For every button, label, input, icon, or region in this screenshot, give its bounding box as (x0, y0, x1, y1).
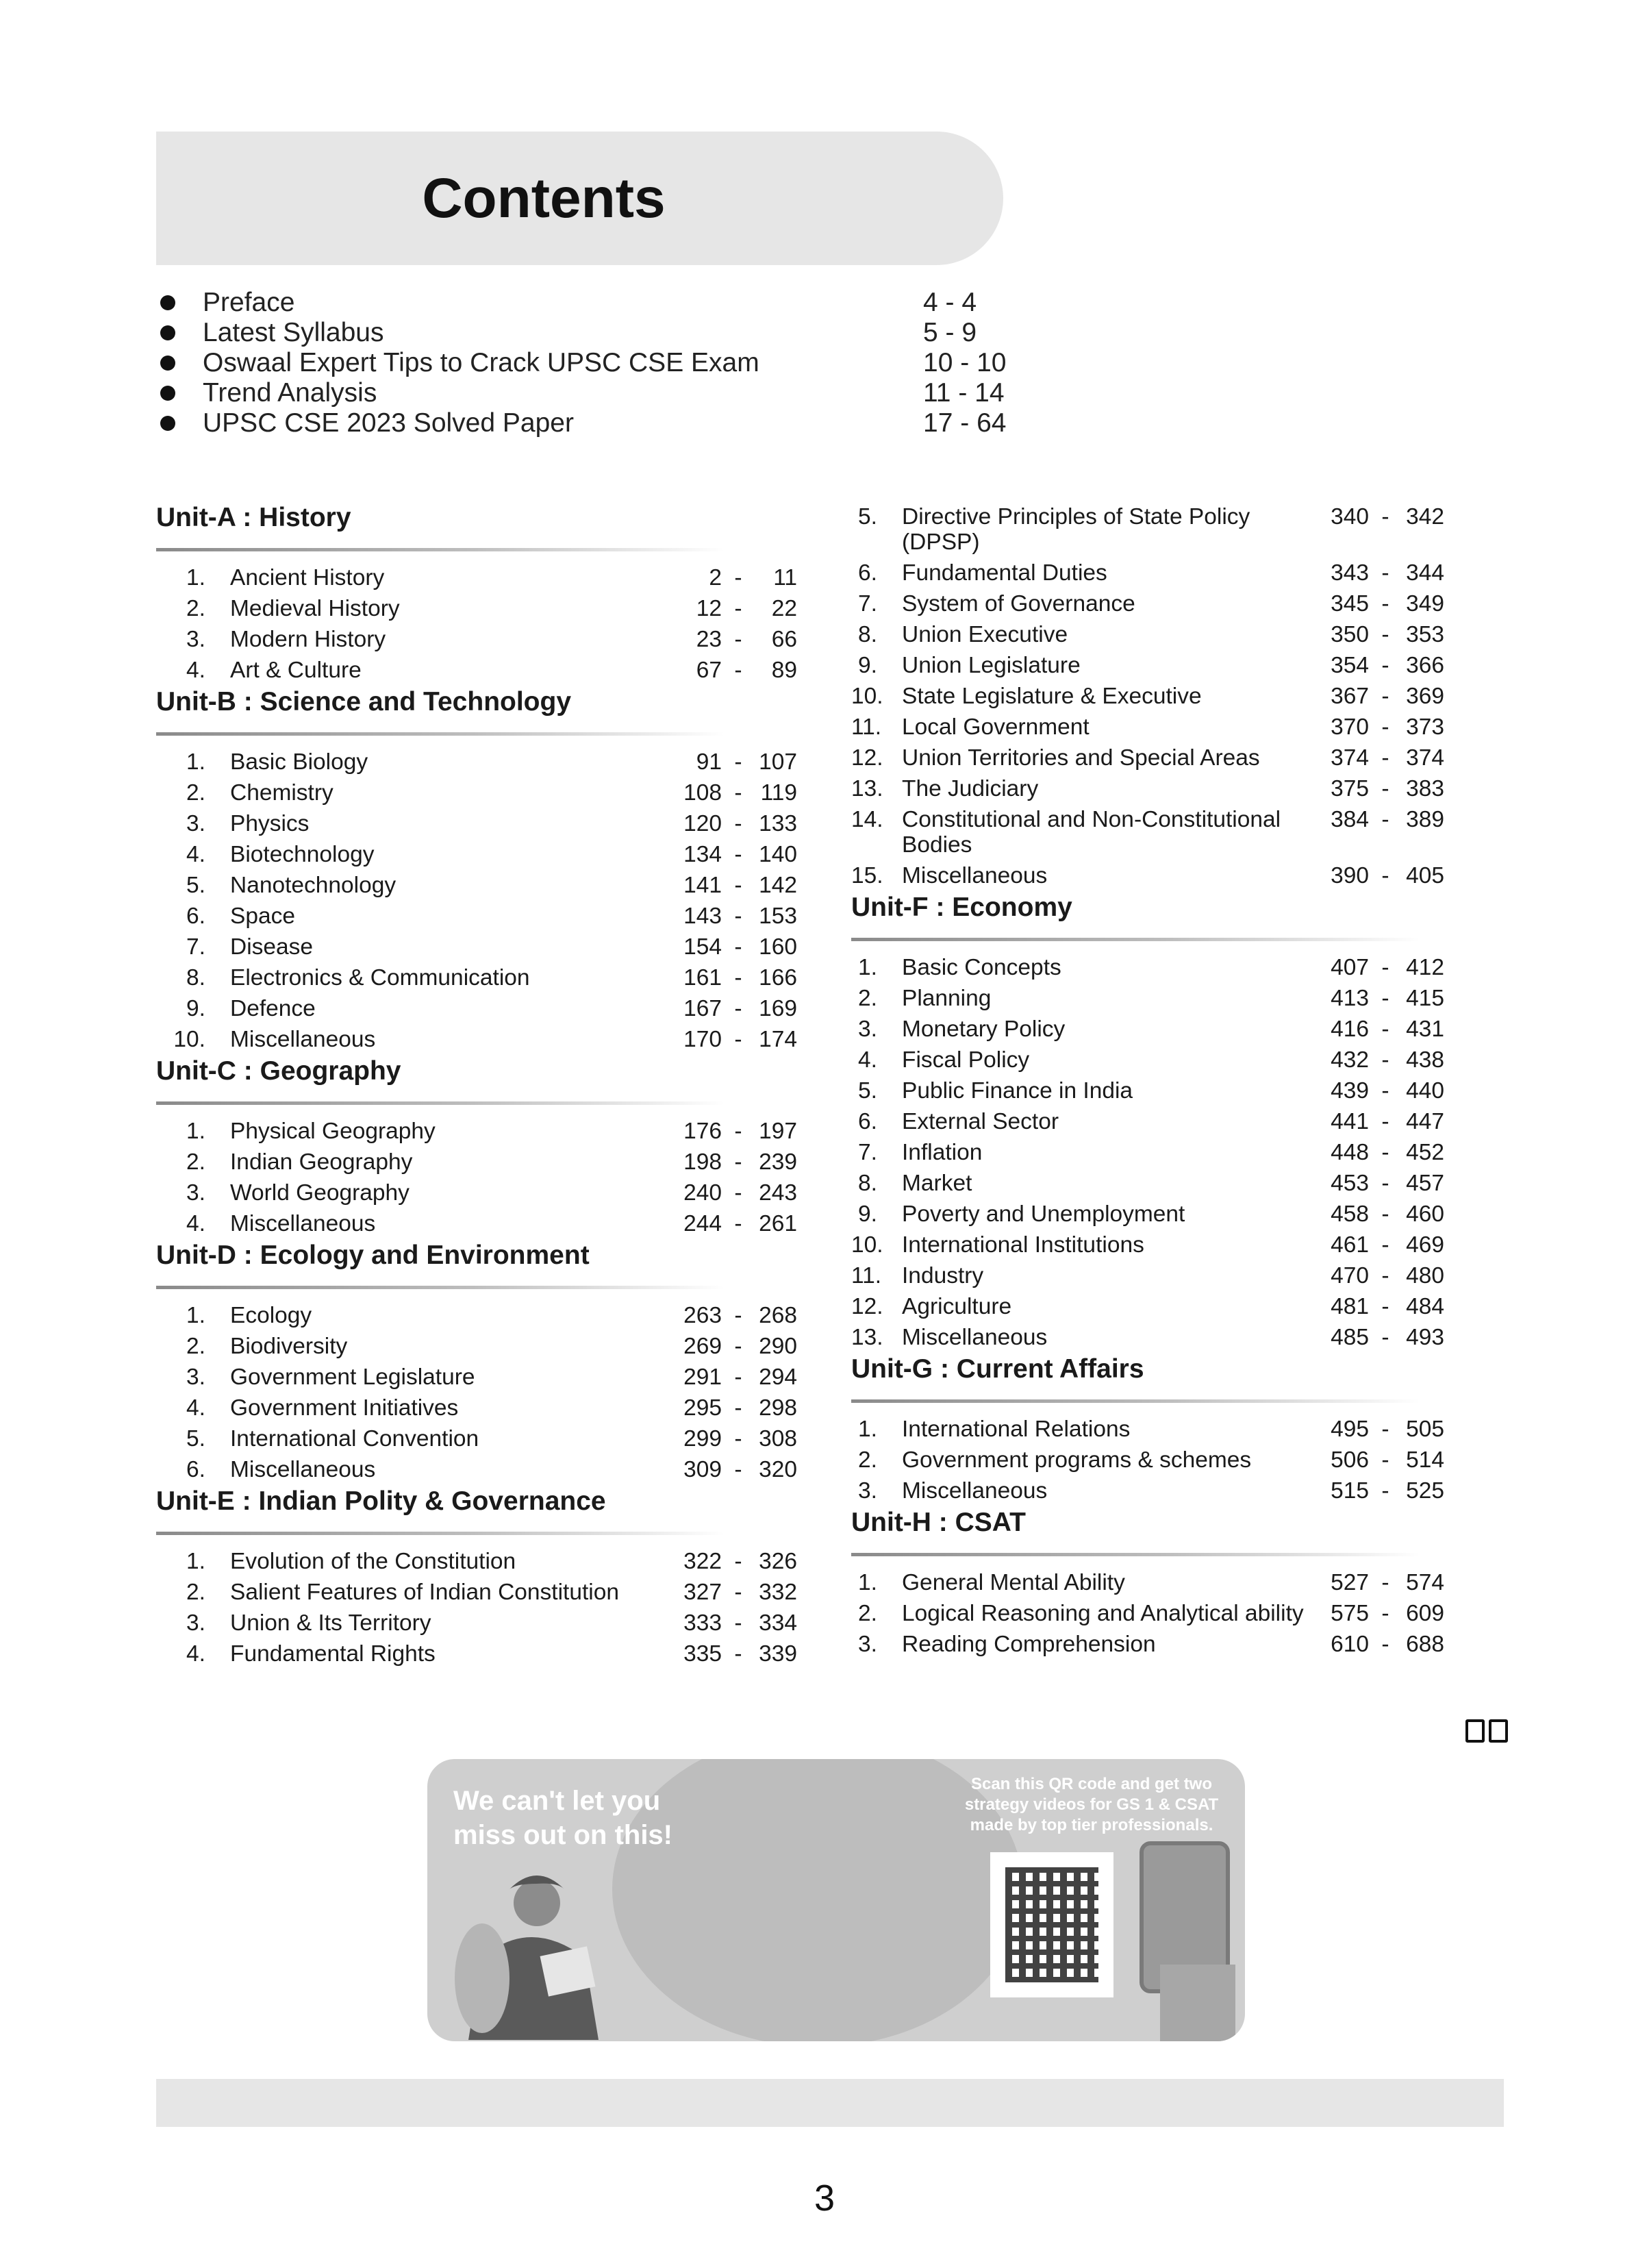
unit-b-section (156, 686, 814, 1055)
chapter-pages: 2 - 11 (709, 565, 797, 590)
unit-e-section (156, 1485, 814, 1669)
chapter-number: 4. (186, 1395, 205, 1421)
chapter-pages: 527 - 574 (1331, 1570, 1444, 1595)
front-matter-item[interactable] (156, 408, 1046, 438)
chapter-row[interactable] (851, 860, 1509, 891)
chapter-number: 10. (851, 684, 883, 709)
unit-g-section (851, 1353, 1509, 1506)
chapter-row[interactable] (156, 808, 814, 839)
chapter-row[interactable] (851, 773, 1509, 804)
chapter-row[interactable] (851, 1106, 1509, 1137)
chapter-title: International Institutions (902, 1232, 1144, 1258)
chapter-title: General Mental Ability (902, 1570, 1125, 1595)
chapter-row[interactable] (851, 1414, 1509, 1445)
chapter-number: 5. (186, 1426, 205, 1451)
chapter-number: 15. (851, 863, 883, 888)
unit-divider (156, 1101, 725, 1105)
chapter-row[interactable] (156, 624, 814, 655)
chapter-pages: 333 - 334 (683, 1610, 797, 1636)
chapter-number: 4. (186, 842, 205, 867)
chapter-pages: 291 - 294 (683, 1364, 797, 1390)
front-matter-pages: 10 - 10 (923, 348, 1007, 377)
chapter-number: 13. (851, 1325, 883, 1350)
chapter-number: 4. (186, 1211, 205, 1236)
chapter-title: Modern History (230, 627, 386, 652)
chapter-pages: 390 - 405 (1331, 863, 1444, 888)
chapter-title: External Sector (902, 1109, 1059, 1134)
chapter-row[interactable] (851, 1199, 1509, 1230)
front-matter-title: Preface (203, 288, 295, 317)
bullet-icon (160, 416, 175, 431)
chapter-row[interactable] (851, 1045, 1509, 1075)
unit-title: Unit-E : Indian Polity & Governance (156, 1486, 606, 1516)
hand-icon (1160, 1965, 1235, 2041)
chapter-row[interactable] (851, 681, 1509, 712)
contents-right-column (851, 501, 1509, 1660)
chapter-row[interactable] (156, 962, 814, 993)
chapter-number: 2. (186, 780, 205, 806)
chapter-title: Miscellaneous (230, 1211, 376, 1236)
chapter-row[interactable] (851, 1445, 1509, 1475)
chapter-title: Logical Reasoning and Analytical ability (902, 1601, 1304, 1626)
qr-promo-banner (427, 1759, 1245, 2041)
chapter-pages: 367 - 369 (1331, 684, 1444, 709)
chapter-pages: 413 - 415 (1331, 986, 1444, 1011)
chapter-pages: 176 - 197 (683, 1119, 797, 1144)
chapter-title: Planning (902, 986, 992, 1011)
chapter-row[interactable] (156, 1331, 814, 1362)
chapter-title: Reading Comprehension (902, 1632, 1156, 1657)
chapter-number: 1. (186, 565, 205, 590)
chapter-row[interactable] (156, 777, 814, 808)
chapter-number: 5. (186, 873, 205, 898)
chapter-pages: 439 - 440 (1331, 1078, 1444, 1104)
chapter-number: 12. (851, 1294, 883, 1319)
qr-code[interactable] (990, 1852, 1113, 1997)
front-matter-item[interactable] (156, 288, 1046, 318)
chapter-title: Directive Principles of State Policy (DPSP) (902, 504, 1250, 555)
chapter-title: Basic Concepts (902, 955, 1061, 980)
chapter-row[interactable] (851, 1075, 1509, 1106)
chapter-pages: 240 - 243 (683, 1180, 797, 1206)
chapter-number: 6. (186, 904, 205, 929)
chapter-row[interactable] (851, 619, 1509, 650)
chapter-row[interactable] (851, 1567, 1509, 1598)
unit-divider (156, 1286, 725, 1289)
chapter-row[interactable] (156, 1177, 814, 1208)
chapter-pages: 91 - 107 (696, 749, 797, 775)
chapter-pages: 108 - 119 (683, 780, 797, 806)
bullet-icon (160, 386, 175, 401)
chapter-title: Disease (230, 934, 314, 960)
chapter-number: 3. (858, 1017, 877, 1042)
unit-h-section (851, 1506, 1509, 1660)
chapter-title: Fundamental Rights (230, 1641, 436, 1667)
chapter-row[interactable] (156, 1423, 814, 1454)
chapter-pages: 432 - 438 (1331, 1047, 1444, 1073)
chapter-pages: 448 - 452 (1331, 1140, 1444, 1165)
chapter-row[interactable] (851, 1137, 1509, 1168)
chapter-pages: 340 - 342 (1331, 504, 1444, 529)
unit-title: Unit-C : Geography (156, 1056, 401, 1086)
chapter-pages: 461 - 469 (1331, 1232, 1444, 1258)
chapter-title: Miscellaneous (230, 1027, 376, 1052)
chapter-title: World Geography (230, 1180, 410, 1206)
front-matter-pages: 5 - 9 (923, 318, 977, 347)
chapter-number: 8. (858, 622, 877, 647)
bullet-icon (160, 325, 175, 340)
chapter-number: 5. (858, 504, 877, 529)
front-matter-pages: 11 - 14 (923, 378, 1005, 408)
front-matter-title: UPSC CSE 2023 Solved Paper (203, 408, 574, 438)
chapter-row[interactable] (156, 562, 814, 593)
reader-illustration-icon (455, 1876, 633, 2040)
chapter-number: 6. (858, 560, 877, 586)
book-icon (1465, 1719, 1508, 1744)
chapter-pages: 263 - 268 (683, 1303, 797, 1328)
chapter-title: Monetary Policy (902, 1017, 1066, 1042)
chapter-row[interactable] (851, 1598, 1509, 1629)
page-title: Contents (422, 166, 666, 229)
chapter-pages: 350 - 353 (1331, 622, 1444, 647)
unit-f-section (851, 891, 1509, 1353)
chapter-row[interactable] (156, 1208, 814, 1239)
chapter-title: Government programs & schemes (902, 1447, 1252, 1473)
chapter-number: 1. (186, 1549, 205, 1574)
chapter-number: 9. (858, 653, 877, 678)
chapter-number: 12. (851, 745, 883, 771)
chapter-pages: 170 - 174 (683, 1027, 797, 1052)
chapter-title: Indian Geography (230, 1149, 413, 1175)
chapter-pages: 506 - 514 (1331, 1447, 1444, 1473)
unit-divider (156, 1532, 725, 1535)
chapter-title: Miscellaneous (230, 1457, 376, 1482)
chapter-number: 3. (186, 1610, 205, 1636)
front-matter-pages: 17 - 64 (923, 408, 1007, 438)
chapter-pages: 441 - 447 (1331, 1109, 1444, 1134)
chapter-title: Salient Features of Indian Constitution (230, 1580, 619, 1605)
chapter-title: Union Legislature (902, 653, 1081, 678)
chapter-title: The Judiciary (902, 776, 1039, 801)
front-matter-list (156, 288, 1046, 438)
chapter-title: Union Executive (902, 622, 1068, 647)
chapter-title: Government Initiatives (230, 1395, 459, 1421)
chapter-row[interactable] (851, 501, 1509, 558)
chapter-row[interactable] (156, 1546, 814, 1577)
front-matter-item[interactable] (156, 348, 1046, 378)
chapter-number: 10. (851, 1232, 883, 1258)
chapter-title: Space (230, 904, 295, 929)
chapter-pages: 141 - 142 (683, 873, 797, 898)
chapter-row[interactable] (851, 588, 1509, 619)
chapter-row[interactable] (851, 1230, 1509, 1260)
chapter-title: Nanotechnology (230, 873, 396, 898)
chapter-pages: 198 - 239 (683, 1149, 797, 1175)
chapter-pages: 575 - 609 (1331, 1601, 1444, 1626)
chapter-title: Fundamental Duties (902, 560, 1107, 586)
chapter-title: Industry (902, 1263, 984, 1288)
chapter-pages: 134 - 140 (683, 842, 797, 867)
chapter-number: 3. (186, 1364, 205, 1390)
chapter-row[interactable] (851, 1291, 1509, 1322)
chapter-title: Poverty and Unemployment (902, 1201, 1185, 1227)
chapter-title: Art & Culture (230, 658, 362, 683)
chapter-number: 11. (851, 1263, 882, 1288)
unit-title: Unit-D : Ecology and Environment (156, 1241, 590, 1270)
chapter-row[interactable] (156, 747, 814, 777)
chapter-pages: 384 - 389 (1331, 807, 1444, 832)
chapter-pages: 327 - 332 (683, 1580, 797, 1605)
unit-divider (156, 732, 725, 736)
front-matter-item[interactable] (156, 378, 1046, 408)
chapter-number: 1. (186, 749, 205, 775)
chapter-title: Agriculture (902, 1294, 1012, 1319)
contents-left-column (156, 501, 814, 1669)
chapter-row[interactable] (156, 870, 814, 901)
chapter-number: 5. (858, 1078, 877, 1104)
chapter-pages: 375 - 383 (1331, 776, 1444, 801)
chapter-number: 2. (858, 1601, 877, 1626)
unit-divider (851, 1553, 1420, 1556)
chapter-number: 2. (186, 1334, 205, 1359)
chapter-row[interactable] (156, 1638, 814, 1669)
chapter-row[interactable] (156, 932, 814, 962)
unit-title: Unit-G : Current Affairs (851, 1354, 1144, 1384)
chapter-title: System of Governance (902, 591, 1135, 616)
unit-title: Unit-H : CSAT (851, 1508, 1026, 1537)
bullet-icon (160, 295, 175, 310)
chapter-title: Ecology (230, 1303, 312, 1328)
chapter-row[interactable] (156, 1116, 814, 1147)
chapter-title: Local Government (902, 714, 1090, 740)
front-matter-item[interactable] (156, 318, 1046, 348)
footer-band (156, 2079, 1504, 2127)
chapter-row[interactable] (156, 1362, 814, 1393)
chapter-row[interactable] (851, 952, 1509, 983)
chapter-number: 4. (186, 1641, 205, 1667)
chapter-title: Electronics & Communication (230, 965, 530, 990)
chapter-number: 7. (858, 591, 877, 616)
chapter-pages: 161 - 166 (683, 965, 797, 990)
chapter-pages: 343 - 344 (1331, 560, 1444, 586)
chapter-number: 9. (858, 1201, 877, 1227)
chapter-pages: 269 - 290 (683, 1334, 797, 1359)
chapter-pages: 515 - 525 (1331, 1478, 1444, 1504)
chapter-title: Basic Biology (230, 749, 368, 775)
chapter-number: 2. (186, 1149, 205, 1175)
chapter-number: 3. (186, 627, 205, 652)
chapter-number: 2. (186, 596, 205, 621)
chapter-row[interactable] (156, 1577, 814, 1608)
chapter-title: Government Legislature (230, 1364, 475, 1390)
unit-title: Unit-F : Economy (851, 893, 1072, 922)
chapter-number: 1. (186, 1119, 205, 1144)
chapter-pages: 120 - 133 (683, 811, 797, 836)
chapter-pages: 453 - 457 (1331, 1171, 1444, 1196)
chapter-pages: 299 - 308 (683, 1426, 797, 1451)
chapter-pages: 23 - 66 (696, 627, 797, 652)
chapter-row[interactable] (156, 1024, 814, 1055)
chapter-row[interactable] (156, 655, 814, 686)
chapter-number: 4. (858, 1047, 877, 1073)
chapter-title: Constitutional and Non-Constitutional Bodies (902, 807, 1281, 858)
unit-divider (851, 1399, 1420, 1403)
banner-headline: We can't let you miss out on this! (453, 1786, 672, 1850)
chapter-row[interactable] (851, 1475, 1509, 1506)
chapter-row[interactable] (156, 593, 814, 624)
unit-title: Unit-A : History (156, 503, 351, 532)
chapter-pages: 610 - 688 (1331, 1632, 1444, 1657)
chapter-number: 6. (858, 1109, 877, 1134)
chapter-row[interactable] (851, 1260, 1509, 1291)
unit-divider (851, 938, 1420, 941)
chapter-number: 1. (858, 1570, 877, 1595)
chapter-row[interactable] (156, 1147, 814, 1177)
chapter-number: 7. (858, 1140, 877, 1165)
chapter-pages: 495 - 505 (1331, 1417, 1444, 1442)
chapter-number: 1. (858, 1417, 877, 1442)
chapter-title: Miscellaneous (902, 1325, 1048, 1350)
chapter-number: 3. (858, 1478, 877, 1504)
chapter-row[interactable] (851, 983, 1509, 1014)
chapter-number: 3. (186, 811, 205, 836)
chapter-pages: 244 - 261 (683, 1211, 797, 1236)
chapter-title: Fiscal Policy (902, 1047, 1030, 1073)
chapter-number: 6. (186, 1457, 205, 1482)
chapter-title: Physics (230, 811, 310, 836)
chapter-title: Miscellaneous (902, 863, 1048, 888)
chapter-number: 9. (186, 996, 205, 1021)
bullet-icon (160, 356, 175, 371)
front-matter-title: Oswaal Expert Tips to Crack UPSC CSE Exam (203, 348, 759, 377)
chapter-pages: 481 - 484 (1331, 1294, 1444, 1319)
chapter-title: Miscellaneous (902, 1478, 1048, 1504)
chapter-number: 11. (851, 714, 882, 740)
banner-scan-text: Scan this QR code and get two strategy videos for GS 1 & CSAT made by top tier professionals. (964, 1775, 1219, 1834)
chapter-number: 4. (186, 658, 205, 683)
chapter-pages: 354 - 366 (1331, 653, 1444, 678)
chapter-row[interactable] (156, 839, 814, 870)
chapter-pages: 485 - 493 (1331, 1325, 1444, 1350)
chapter-number: 14. (851, 807, 883, 832)
chapter-row[interactable] (156, 1393, 814, 1423)
chapter-pages: 154 - 160 (683, 934, 797, 960)
chapter-row[interactable] (851, 1629, 1509, 1660)
chapter-row[interactable] (851, 1014, 1509, 1045)
chapter-pages: 167 - 169 (683, 996, 797, 1021)
chapter-row[interactable] (851, 650, 1509, 681)
chapter-title: Ancient History (230, 565, 385, 590)
chapter-title: Physical Geography (230, 1119, 436, 1144)
chapter-number: 3. (858, 1632, 877, 1657)
chapter-row[interactable] (851, 1322, 1509, 1353)
chapter-title: Union & Its Territory (230, 1610, 431, 1636)
chapter-title: Medieval History (230, 596, 400, 621)
chapter-pages: 374 - 374 (1331, 745, 1444, 771)
chapter-pages: 309 - 320 (683, 1457, 797, 1482)
chapter-pages: 370 - 373 (1331, 714, 1444, 740)
chapter-number: 2. (186, 1580, 205, 1605)
chapter-row[interactable] (851, 558, 1509, 588)
unit-e-section (851, 501, 1509, 891)
chapter-title: Public Finance in India (902, 1078, 1133, 1104)
front-matter-title: Latest Syllabus (203, 318, 384, 347)
front-matter-title: Trend Analysis (203, 378, 377, 408)
chapter-pages: 295 - 298 (683, 1395, 797, 1421)
chapter-title: Union Territories and Special Areas (902, 745, 1260, 771)
chapter-pages: 416 - 431 (1331, 1017, 1444, 1042)
chapter-title: Evolution of the Constitution (230, 1549, 516, 1574)
chapter-number: 2. (858, 1447, 877, 1473)
chapter-row[interactable] (851, 1168, 1509, 1199)
chapter-row[interactable] (156, 1608, 814, 1638)
chapter-pages: 470 - 480 (1331, 1263, 1444, 1288)
chapter-pages: 12 - 22 (696, 596, 797, 621)
chapter-row[interactable] (851, 804, 1509, 860)
chapter-title: State Legislature & Executive (902, 684, 1202, 709)
chapter-row[interactable] (851, 712, 1509, 743)
front-matter-pages: 4 - 4 (923, 288, 977, 317)
unit-divider (156, 548, 725, 551)
chapter-pages: 322 - 326 (683, 1549, 797, 1574)
unit-a-section (156, 501, 814, 686)
chapter-row[interactable] (156, 901, 814, 932)
chapter-number: 8. (186, 965, 205, 990)
chapter-title: Market (902, 1171, 972, 1196)
chapter-title: Chemistry (230, 780, 333, 806)
unit-c-section (156, 1055, 814, 1239)
chapter-pages: 407 - 412 (1331, 955, 1444, 980)
chapter-number: 7. (186, 934, 205, 960)
chapter-row[interactable] (156, 1454, 814, 1485)
chapter-number: 13. (851, 776, 883, 801)
chapter-number: 3. (186, 1180, 205, 1206)
unit-d-section (156, 1239, 814, 1485)
chapter-title: Inflation (902, 1140, 983, 1165)
chapter-pages: 335 - 339 (683, 1641, 797, 1667)
chapter-row[interactable] (156, 993, 814, 1024)
page-number: 3 (814, 2178, 835, 2219)
chapter-pages: 67 - 89 (696, 658, 797, 683)
chapter-number: 2. (858, 986, 877, 1011)
unit-title: Unit-B : Science and Technology (156, 687, 572, 716)
chapter-row[interactable] (156, 1300, 814, 1331)
chapter-number: 1. (858, 955, 877, 980)
chapter-pages: 458 - 460 (1331, 1201, 1444, 1227)
chapter-number: 8. (858, 1171, 877, 1196)
chapter-title: International Relations (902, 1417, 1131, 1442)
chapter-title: Defence (230, 996, 316, 1021)
chapter-title: Biodiversity (230, 1334, 348, 1359)
chapter-title: Biotechnology (230, 842, 375, 867)
chapter-row[interactable] (851, 743, 1509, 773)
chapter-title: International Convention (230, 1426, 479, 1451)
chapter-number: 1. (186, 1303, 205, 1328)
chapter-number: 10. (173, 1027, 205, 1052)
chapter-pages: 345 - 349 (1331, 591, 1444, 616)
chapter-pages: 143 - 153 (683, 904, 797, 929)
